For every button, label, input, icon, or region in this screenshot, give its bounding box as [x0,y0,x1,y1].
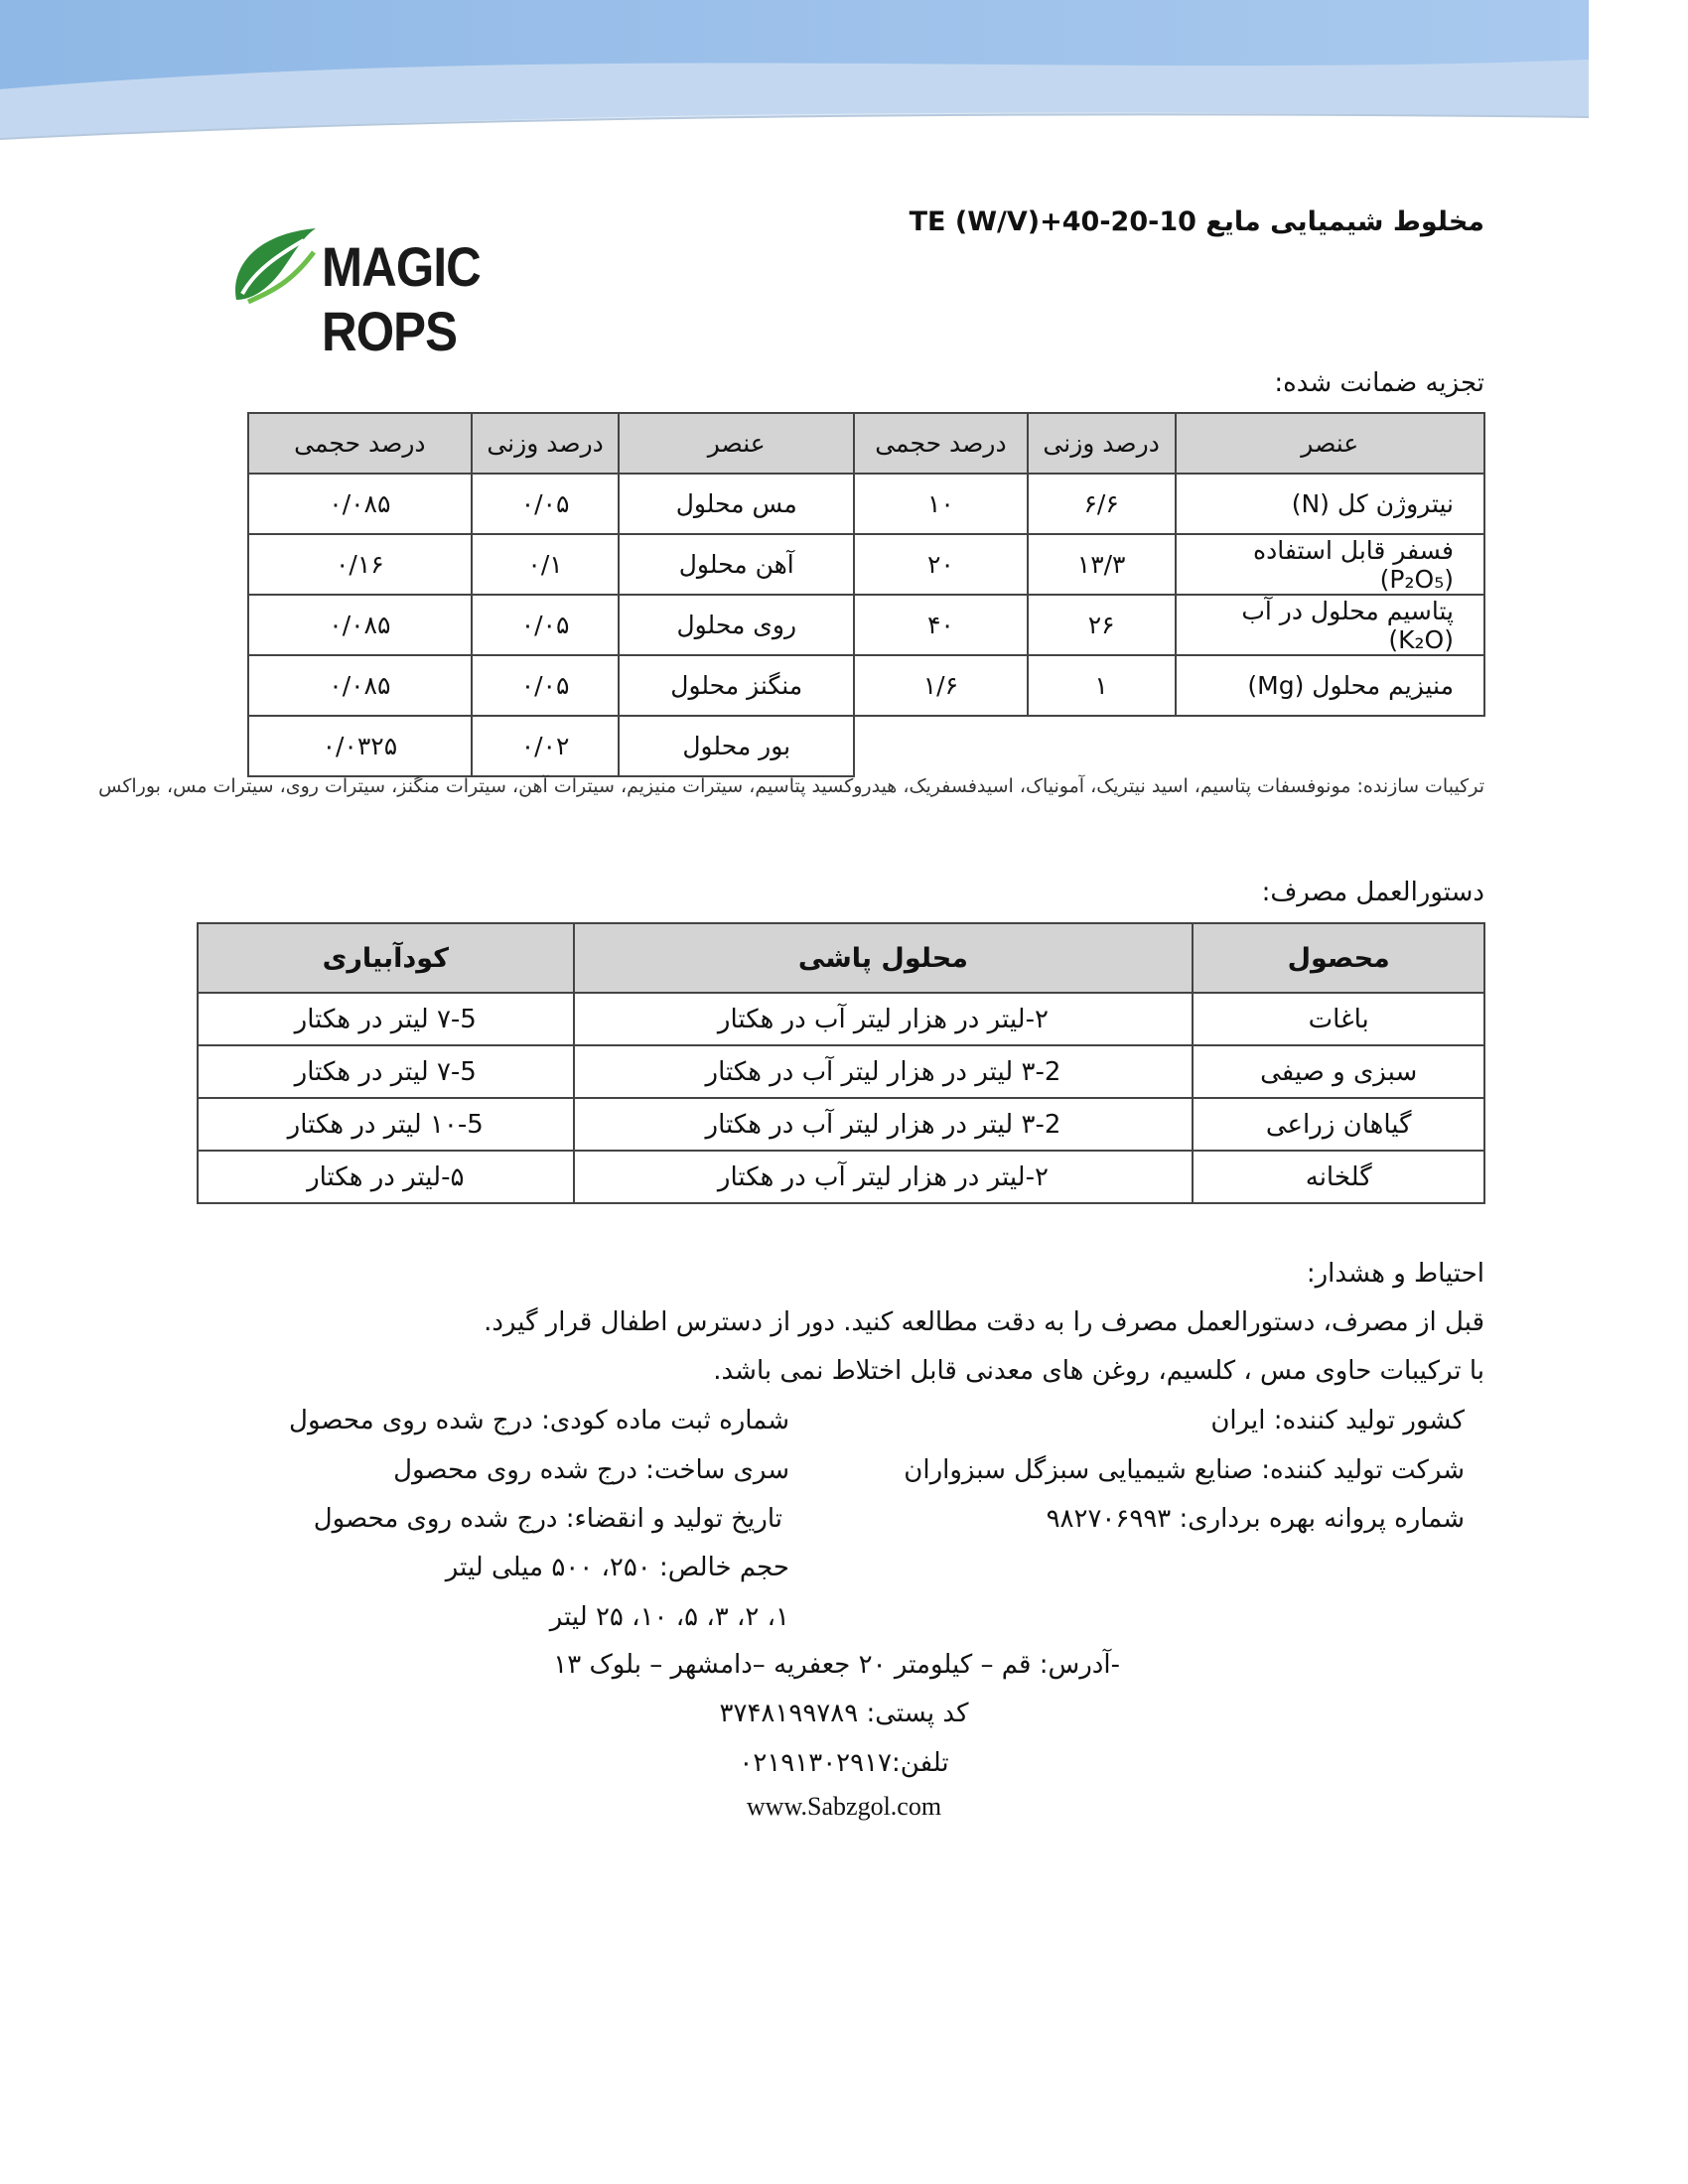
column-header: درصد حجمی [248,413,472,474]
registration-number: شماره ثبت ماده کودی: درج شده روی محصول [289,1406,789,1435]
warning-line-2: با ترکیبات حاوی مس ، کلسیم، روغن های معدنی قابل اختلاط نمی باشد. [713,1356,1484,1386]
table-cell: ۳-2 لیتر در هزار لیتر آب در هکتار [574,1098,1194,1151]
warning-line-1: قبل از مصرف، دستورالعمل مصرف را به دقت مطالعه کنید. دور از دسترس اطفال قرار گیرد. [484,1307,1484,1337]
column-header: درصد وزنی [1028,413,1176,474]
table-cell: ۷-5 لیتر در هکتار [198,1045,574,1098]
table-row [248,655,1484,716]
table-cell: سبزی و صیفی [1193,1045,1484,1098]
table-cell: ۲-لیتر در هزار لیتر آب در هکتار [574,993,1194,1045]
table-cell: مس محلول [619,474,854,534]
batch-number: سری ساخت: درج شده روی محصول [393,1455,789,1485]
column-header: عنصر [619,413,854,474]
producer-country: کشور تولید کننده: ایران [1210,1406,1465,1435]
table-cell: ۲۰ [854,534,1028,595]
table-cell: آهن محلول [619,534,854,595]
table-cell: بور محلول [619,716,854,776]
table-cell: ۰/۰۸۵ [248,474,472,534]
table-cell: ۰/۰۵ [472,655,620,716]
volume-liters: ۱، ۲، ۳، ۵، ۱۰، ۲۵ لیتر [549,1602,789,1632]
table-row [248,534,1484,595]
table-cell: ۱۳/۳ [1028,534,1176,595]
table-row [198,1045,1484,1098]
table-cell: ۷-5 لیتر در هکتار [198,993,574,1045]
table-cell: ۵-لیتر در هکتار [198,1151,574,1203]
table-row [248,716,1484,776]
producer-company: شرکت تولید کننده: صنایع شیمیایی سبزگل سبزواران [904,1455,1465,1485]
postal-code: کد پستی: ۳۷۴۸۱۹۹۷۸۹ [719,1699,969,1728]
table-row [198,1151,1484,1203]
table-cell: باغات [1193,993,1484,1045]
column-header: درصد وزنی [472,413,620,474]
usage-header-row [198,923,1484,993]
table-cell: ۳-2 لیتر در هزار لیتر آب در هکتار [574,1045,1194,1098]
analysis-table [247,412,1485,777]
net-volume: حجم خالص: ۲۵۰، ۵۰۰ میلی لیتر [445,1553,789,1582]
column-header: کودآبیاری [198,923,574,993]
usage-table [197,922,1485,1204]
table-cell: ۲-لیتر در هزار لیتر آب در هکتار [574,1151,1194,1203]
table-cell: ۴۰ [854,595,1028,655]
table-row [198,1098,1484,1151]
table-cell: ۱/۶ [854,655,1028,716]
ingredients-note: ترکیبات سازنده: مونوفسفات پتاسیم، اسید نیتریک، آمونیاک، اسیدفسفریک، هیدروکسید پتاسیم، سیترات منیزیم، سیترات آهن، سیترات منگنز، سیترات روی، سیترات مس، بوراکس [98,775,1484,797]
column-header: عنصر [1176,413,1484,474]
address: -آدرس: قم – کیلومتر ۲۰ جعفریه –دامشهر – بلوک ۱۳ [553,1650,1120,1680]
analysis-header-row [248,413,1484,474]
table-cell [1028,716,1176,776]
producer-license: شماره پروانه بهره برداری: ۹۸۲۷۰۶۹۹۳ [1046,1504,1465,1534]
table-row [248,474,1484,534]
logo-text: MAGIC ROPS [322,235,481,362]
table-row [248,595,1484,655]
production-dates: تاریخ تولید و انقضاء: درج شده روی محصول [313,1504,782,1534]
table-cell: ۰/۰۵ [472,595,620,655]
table-cell: ۰/۰۵ [472,474,620,534]
header-banner [0,0,1589,149]
table-row [198,993,1484,1045]
table-cell: ۰/۱ [472,534,620,595]
phone-number: تلفن:۰۲۱۹۱۳۰۲۹۱۷ [739,1748,949,1778]
table-cell: ۰/۰۸۵ [248,595,472,655]
table-cell: ۶/۶ [1028,474,1176,534]
table-cell: ۱ [1028,655,1176,716]
table-cell: ۱۰ [854,474,1028,534]
table-cell: پتاسیم محلول در آب (K₂O) [1176,595,1484,655]
website-link[interactable]: www.Sabzgol.com [746,1792,942,1821]
table-cell: ۰/۱۶ [248,534,472,595]
table-cell: ۰/۰۲ [472,716,620,776]
analysis-heading: تجزیه ضمانت شده: [1274,368,1484,398]
table-cell: گلخانه [1193,1151,1484,1203]
table-cell [1176,716,1484,776]
leaf-icon [230,222,322,306]
product-title: مخلوط شیمیایی مایع 10-20-40+TE (W/V) [909,206,1484,237]
table-cell: نیتروژن کل (N) [1176,474,1484,534]
table-cell: منگنز محلول [619,655,854,716]
usage-heading: دستورالعمل مصرف: [1261,878,1484,907]
table-cell: ۱۰-5 لیتر در هکتار [198,1098,574,1151]
table-cell: روی محلول [619,595,854,655]
column-header: محصول [1193,923,1484,993]
table-cell: فسفر قابل استفاده (P₂O₅) [1176,534,1484,595]
table-cell: گیاهان زراعی [1193,1098,1484,1151]
table-cell: منیزیم محلول (Mg) [1176,655,1484,716]
column-header: درصد حجمی [854,413,1028,474]
warning-heading: احتیاط و هشدار: [1306,1259,1484,1289]
column-header: محلول پاشی [574,923,1194,993]
table-cell: ۰/۰۳۲۵ [248,716,472,776]
brand-logo [230,220,628,362]
table-cell [854,716,1028,776]
table-cell: ۰/۰۸۵ [248,655,472,716]
table-cell: ۲۶ [1028,595,1176,655]
